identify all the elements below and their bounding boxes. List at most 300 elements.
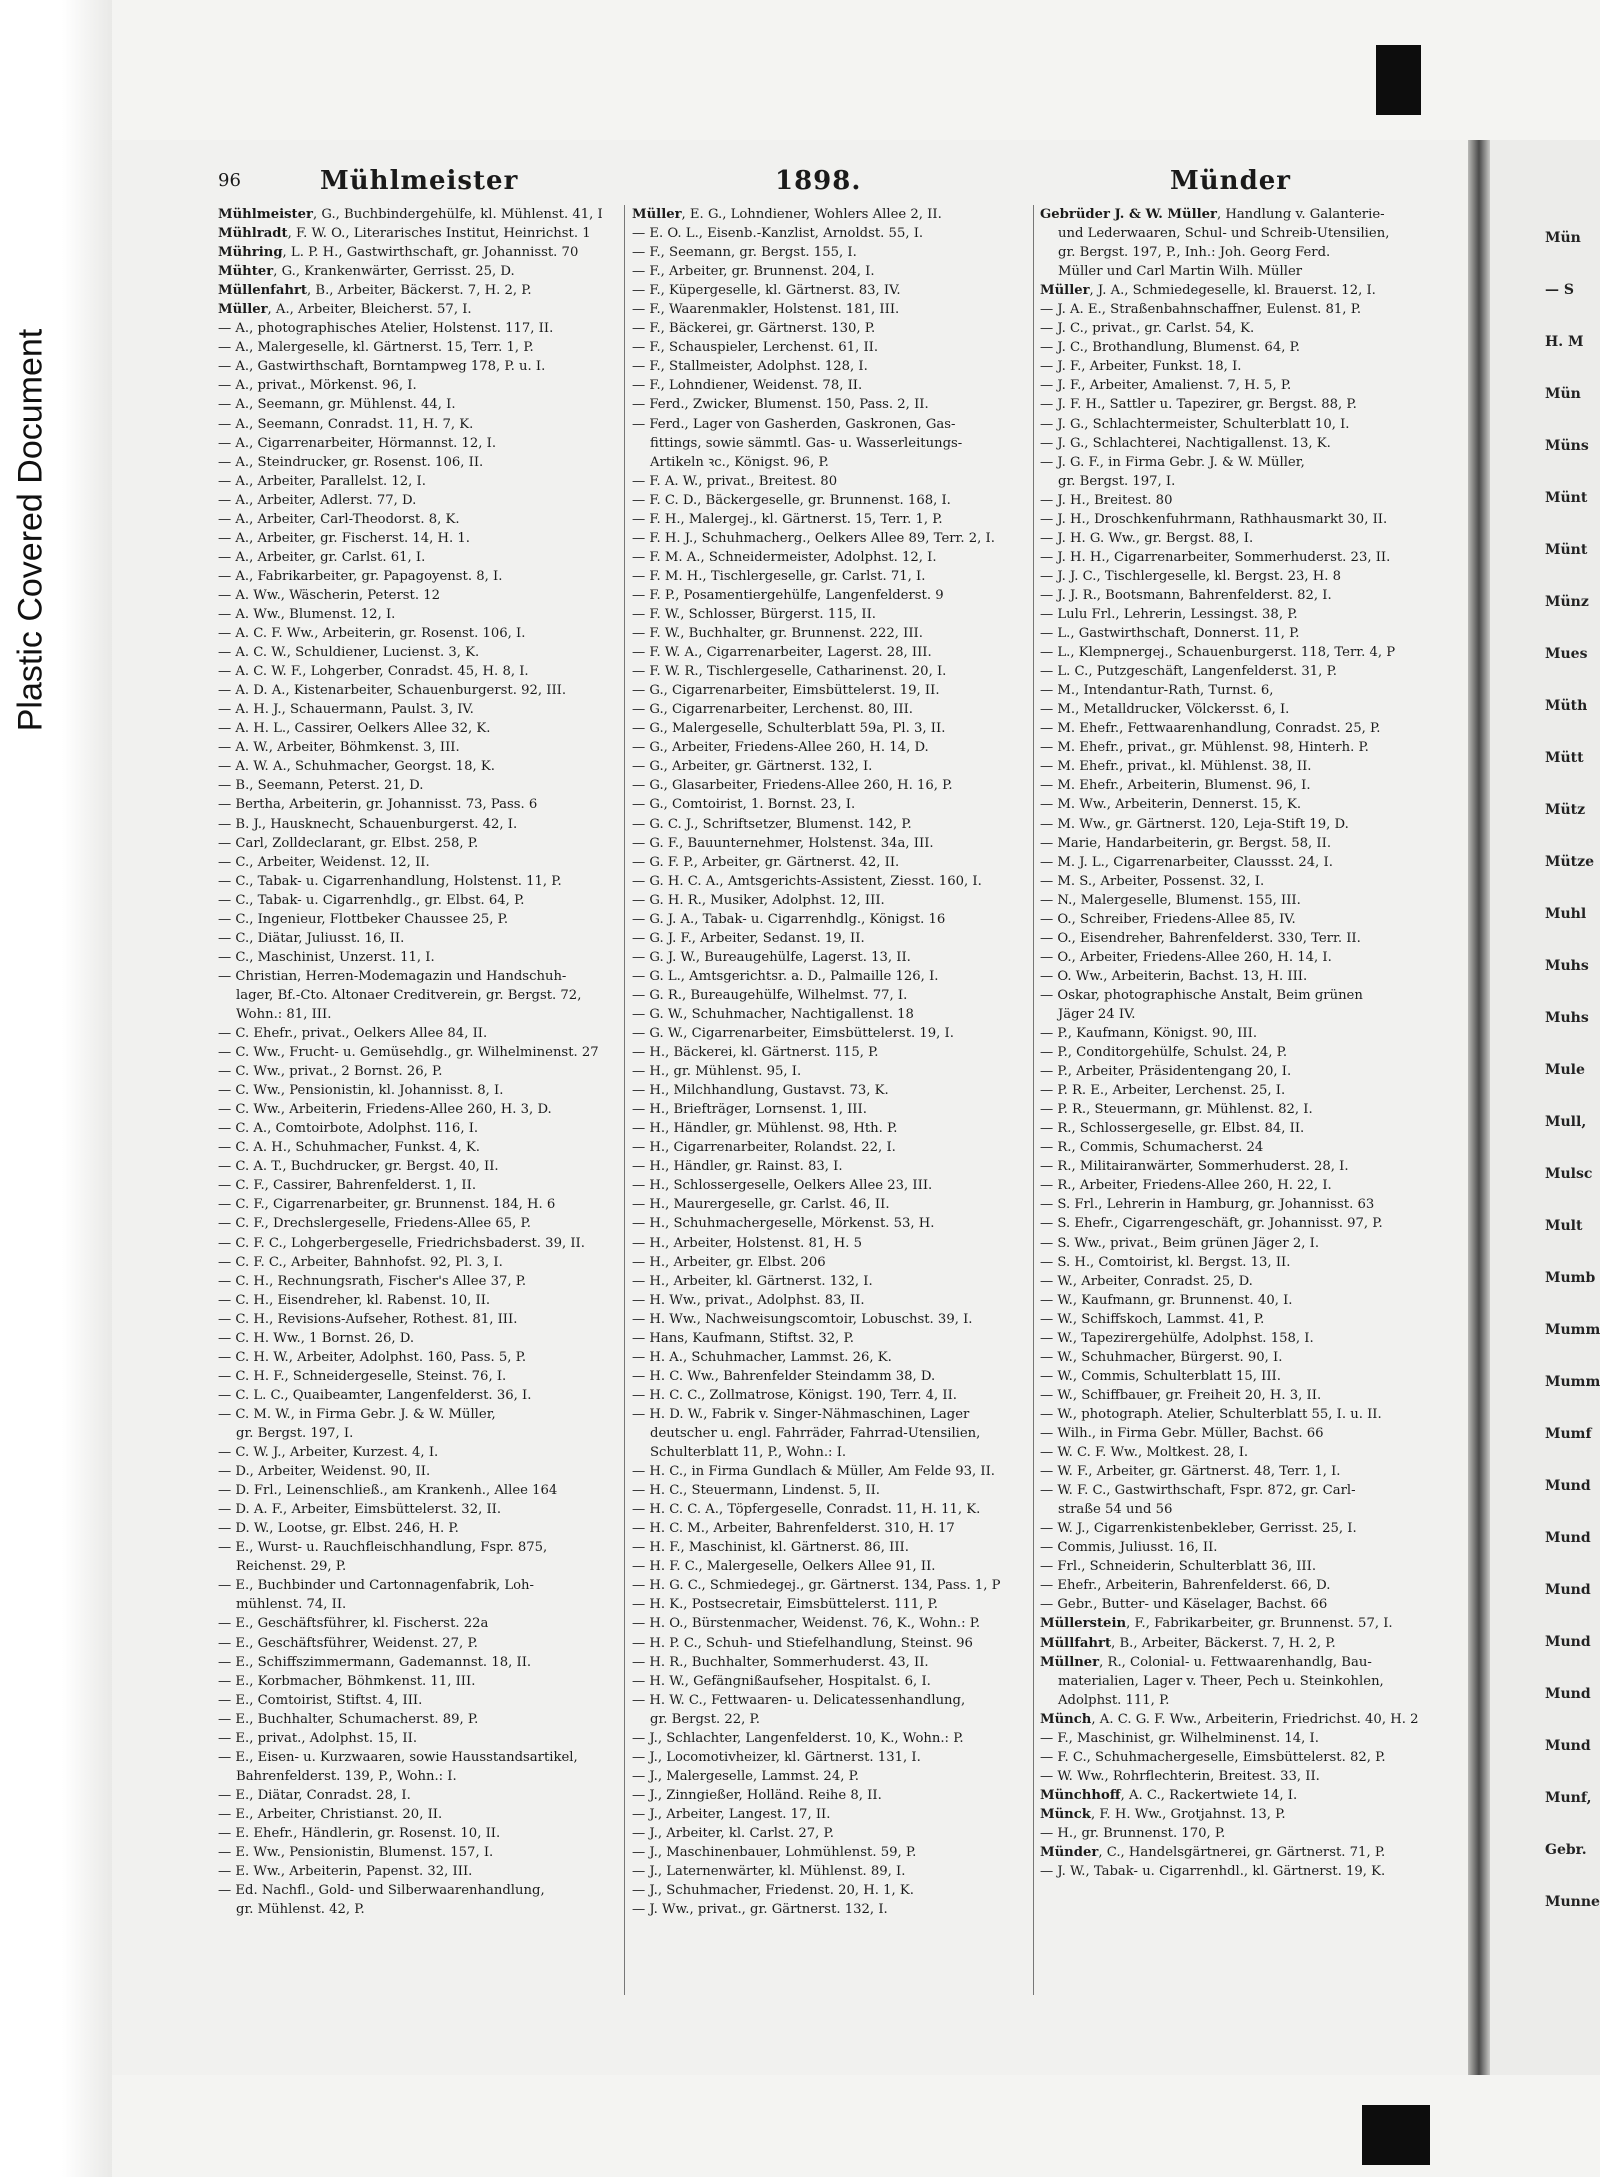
directory-entry: — A. H. J., Schauermann, Paulst. 3, IV. <box>218 702 474 718</box>
directory-entry: — A., Fabrikarbeiter, gr. Papagoyenst. 8, I. <box>218 568 503 584</box>
directory-entry: — H. C. C. A., Töpfergeselle, Conradst. 11, H. 11, K. <box>632 1502 981 1518</box>
next-page-fragment: Mütz <box>1545 802 1586 818</box>
directory-entry: — S. Ww., privat., Beim grünen Jäger 2, I. <box>1040 1235 1320 1251</box>
page-number: 96 <box>218 170 241 191</box>
directory-entry: — Ferd., Lager von Gasherden, Gaskronen, Gas- <box>632 416 956 432</box>
next-page-fragment: Mumb <box>1545 1270 1596 1286</box>
directory-entry: — D. W., Lootse, gr. Elbst. 246, H. P. <box>218 1521 459 1537</box>
directory-entry: — C. Ww., Arbeiterin, Friedens-Allee 260, H. 3, D. <box>218 1102 552 1118</box>
next-page-fragment: Müns <box>1545 438 1589 454</box>
directory-entry: Mühlradt, F. W. O., Literarisches Institut, Heinrichst. 1 <box>218 226 591 242</box>
directory-entry: — J., Laternenwärter, kl. Mühlenst. 89, I. <box>632 1864 906 1880</box>
directory-entry: — G., Arbeiter, Friedens-Allee 260, H. 14, D. <box>632 740 929 756</box>
directory-entry: — E., Arbeiter, Christianst. 20, II. <box>218 1806 443 1822</box>
entry-continuation: gr. Bergst. 197, I. <box>236 1426 354 1441</box>
directory-entry: — H., Arbeiter, kl. Gärtnerst. 132, I. <box>632 1273 873 1289</box>
next-page-fragment: Mumm <box>1545 1322 1600 1338</box>
next-page-fragment: — S <box>1545 282 1574 298</box>
directory-entry: — E., Wurst- u. Rauchfleischhandlung, Fspr. 875, <box>218 1540 548 1556</box>
directory-entry: — J. J. C., Tischlergeselle, kl. Bergst. 23, H. 8 <box>1040 568 1342 584</box>
directory-entry: — H. K., Postsecretair, Eimsbüttelerst. 111, P. <box>632 1597 938 1613</box>
directory-entry: — E., Geschäftsführer, Weidenst. 27, P. <box>218 1635 478 1651</box>
directory-entry: — C., Tabak- u. Cigarrenhdlg., gr. Elbst. 64, P. <box>218 892 525 908</box>
next-page-fragment: Müth <box>1545 698 1588 714</box>
next-page-fragment: Mult <box>1545 1218 1583 1234</box>
directory-entry: — W. F. C., Gastwirthschaft, Fspr. 872, gr. Carl- <box>1040 1483 1356 1499</box>
directory-entry: — Ferd., Zwicker, Blumenst. 150, Pass. 2, II. <box>632 397 929 413</box>
directory-entry: — W., Commis, Schulterblatt 15, III. <box>1040 1368 1281 1384</box>
directory-entry: — E., Diätar, Conradst. 28, I. <box>218 1787 411 1803</box>
directory-entry: — W. C. F. Ww., Moltkest. 28, I. <box>1040 1445 1249 1461</box>
directory-entry: — F. H., Malergej., kl. Gärtnerst. 15, Terr. 1, P. <box>632 511 943 527</box>
directory-entry: — F., Arbeiter, gr. Brunnenst. 204, I. <box>632 264 875 280</box>
directory-entry: — R., Commis, Schumacherst. 24 <box>1040 1140 1264 1156</box>
directory-entry: — G., Arbeiter, gr. Gärtnerst. 132, I. <box>632 759 873 775</box>
directory-entry: — C. H. Ww., 1 Bornst. 26, D. <box>218 1330 415 1346</box>
next-page-fragment: Mütt <box>1545 750 1584 766</box>
directory-entry: — A. D. A., Kistenarbeiter, Schauenburgerst. 92, III. <box>218 683 567 699</box>
entry-continuation: gr. Mühlenst. 42, P. <box>236 1902 365 1918</box>
directory-entry: — C. H., Eisendreher, kl. Rabenst. 10, II. <box>218 1292 491 1308</box>
directory-entry: Mühring, L. P. H., Gastwirthschaft, gr. Johannisst. 70 <box>218 245 579 261</box>
directory-entry: Müllerstein, F., Fabrikarbeiter, gr. Brunnenst. 57, I. <box>1040 1616 1393 1632</box>
directory-entry: — P. R., Steuermann, gr. Mühlenst. 82, I. <box>1040 1102 1313 1118</box>
directory-entry: — F., Küpergeselle, kl. Gärtnerst. 83, IV. <box>632 283 901 299</box>
directory-entry: — G. H. R., Musiker, Adolphst. 12, III. <box>632 892 885 908</box>
directory-entry: — C., Maschinist, Unzerst. 11, I. <box>218 949 435 965</box>
directory-entry: — H. W., Gefängnißaufseher, Hospitalst. 6, I. <box>632 1673 931 1689</box>
directory-entry: — J. C., Brothandlung, Blumenst. 64, P. <box>1040 340 1300 356</box>
directory-entry: — P., Kaufmann, Königst. 90, III. <box>1040 1026 1258 1042</box>
directory-entry: Münck, F. H. Ww., Grotjahnst. 13, P. <box>1040 1806 1286 1822</box>
directory-entry: — G. L., Amtsgerichtsr. a. D., Palmaille 126, I. <box>632 968 939 984</box>
column-rule <box>1033 205 1034 1995</box>
directory-entry: — J. H., Breitest. 80 <box>1040 492 1173 508</box>
directory-entry: — Christian, Herren-Modemagazin und Handschuh- <box>218 968 567 984</box>
directory-entry: — H., gr. Mühlenst. 95, I. <box>632 1064 802 1080</box>
directory-entry: — C., Tabak- u. Cigarrenhandlung, Holstenst. 11, P. <box>218 873 562 889</box>
directory-entry: — F. H. J., Schuhmacherg., Oelkers Allee 89, Terr. 2, I. <box>632 530 995 546</box>
directory-entry: — M. Ehefr., privat., kl. Mühlenst. 38, II. <box>1040 759 1312 775</box>
directory-entry: — E., Comtoirist, Stiftst. 4, III. <box>218 1692 423 1708</box>
directory-entry: — F. W., Schlosser, Bürgerst. 115, II. <box>632 606 876 622</box>
directory-entry: — A. C. W. F., Lohgerber, Conradst. 45, H. 8, I. <box>218 664 529 680</box>
directory-entry: — E., Korbmacher, Böhmkenst. 11, III. <box>218 1673 476 1689</box>
directory-entry: — G. H. C. A., Amtsgerichts-Assistent, Ziesst. 160, I. <box>632 873 982 889</box>
directory-entry: — G. C. J., Schriftsetzer, Blumenst. 142, P. <box>632 816 912 832</box>
directory-entry: — F., Schauspieler, Lerchenst. 61, II. <box>632 340 879 356</box>
directory-entry: — A. W. A., Schuhmacher, Georgst. 18, K. <box>218 759 495 775</box>
directory-entry: — C., Ingenieur, Flottbeker Chaussee 25, P. <box>218 911 509 927</box>
entry-continuation: Schulterblatt 11, P., Wohn.: I. <box>650 1445 847 1461</box>
directory-entry: — S. Frl., Lehrerin in Hamburg, gr. Johannisst. 63 <box>1040 1197 1375 1213</box>
directory-entry: — B. J., Hausknecht, Schauenburgerst. 42, I. <box>218 816 518 832</box>
directory-entry: — J. F., Arbeiter, Amalienst. 7, H. 5, P. <box>1040 378 1292 394</box>
directory-entry: — A. Ww., Wäscherin, Peterst. 12 <box>218 587 440 603</box>
directory-entry: — H. Ww., Nachweisungscomtoir, Lobuschst. 39, I. <box>632 1311 973 1327</box>
directory-entry: — L. C., Putzgeschäft, Langenfelderst. 31, P. <box>1040 664 1337 680</box>
directory-entry: — G. W., Schuhmacher, Nachtigallenst. 18 <box>632 1006 914 1022</box>
directory-entry: — S. Ehefr., Cigarrengeschäft, gr. Johannisst. 97, P. <box>1040 1216 1383 1232</box>
directory-entry: — W., Arbeiter, Conradst. 25, D. <box>1040 1273 1253 1289</box>
directory-entry: — D. Frl., Leinenschließ., am Krankenh., Allee 164 <box>218 1483 558 1499</box>
directory-entry: — A. C. F. Ww., Arbeiterin, gr. Rosenst. 106, I. <box>218 626 526 642</box>
directory-entry: Müllner, R., Colonial- u. Fettwaarenhandlg, Bau- <box>1040 1654 1372 1670</box>
directory-entry: — J. J. R., Bootsmann, Bahrenfelderst. 82, I. <box>1040 587 1332 603</box>
directory-entry: — L., Gastwirthschaft, Donnerst. 11, P. <box>1040 626 1300 642</box>
directory-entry: Mühlmeister, G., Buchbindergehülfe, kl. Mühlenst. 41, I <box>218 207 603 222</box>
directory-entry: — H. P. C., Schuh- und Stiefelhandlung, Steinst. 96 <box>632 1635 973 1651</box>
next-page-fragment: Mün <box>1545 230 1581 246</box>
directory-entry: — A., Seemann, gr. Mühlenst. 44, I. <box>218 397 456 413</box>
directory-entry: — Ed. Nachfl., Gold- und Silberwaarenhandlung, <box>218 1883 545 1899</box>
directory-entry: — S. H., Comtoirist, kl. Bergst. 13, II. <box>1040 1254 1291 1270</box>
directory-entry: — E., Geschäftsführer, kl. Fischerst. 22a <box>218 1616 489 1632</box>
directory-entry: — J. F., Arbeiter, Funkst. 18, I. <box>1040 359 1242 375</box>
directory-entry: — C. Ww., privat., 2 Bornst. 26, P. <box>218 1064 443 1080</box>
directory-entry: — Bertha, Arbeiterin, gr. Johannisst. 73, Pass. 6 <box>218 797 538 813</box>
directory-entry: — G., Cigarrenarbeiter, Eimsbüttelerst. 19, II. <box>632 683 940 699</box>
directory-entry: — R., Schlossergeselle, gr. Elbst. 84, II. <box>1040 1121 1305 1137</box>
directory-entry: — M. Ww., gr. Gärtnerst. 120, Leja-Stift 19, D. <box>1040 816 1349 832</box>
directory-entry: — O., Eisendreher, Bahrenfelderst. 330, Terr. II. <box>1040 930 1361 946</box>
directory-entry: — G. W., Cigarrenarbeiter, Eimsbüttelerst. 19, I. <box>632 1026 954 1042</box>
directory-entry: — W., Tapezirergehülfe, Adolphst. 158, I. <box>1040 1330 1314 1346</box>
directory-entry: — A., Arbeiter, gr. Fischerst. 14, H. 1. <box>218 530 470 546</box>
left-running-head: Mühlmeister <box>320 166 519 196</box>
directory-entry: — J., Schuhmacher, Friedenst. 20, H. 1, K. <box>632 1883 914 1899</box>
directory-entry: — F. C., Schuhmachergeselle, Eimsbüttelerst. 82, P. <box>1040 1749 1386 1765</box>
directory-entry: — A., privat., Mörkenst. 96, I. <box>218 378 417 394</box>
directory-entry: Münchhoff, A. C., Rackertwiete 14, I. <box>1040 1787 1298 1803</box>
scan-clip-bottom <box>1362 2105 1430 2165</box>
entry-continuation: Müller und Carl Martin Wilh. Müller <box>1058 264 1303 280</box>
directory-entry: — J., Arbeiter, Langest. 17, II. <box>632 1806 831 1822</box>
next-page-fragment: Münt <box>1545 542 1588 558</box>
directory-entry: — F. M. H., Tischlergeselle, gr. Carlst. 71, I. <box>632 568 926 584</box>
scan-gutter <box>62 0 112 2177</box>
directory-entry: — C. F., Drechslergeselle, Friedens-Allee 65, P. <box>218 1216 531 1232</box>
directory-entry: Gebrüder J. & W. Müller, Handlung v. Galanterie- <box>1040 207 1385 222</box>
directory-entry: — G. J. W., Bureaugehülfe, Lagerst. 13, II. <box>632 949 911 965</box>
next-page-fragment: Muhs <box>1545 958 1589 974</box>
directory-entry: — M., Metalldrucker, Völckersst. 6, I. <box>1040 702 1290 718</box>
directory-entry: — E., privat., Adolphst. 15, II. <box>218 1730 418 1746</box>
directory-entry: — C. F. C., Arbeiter, Bahnhofst. 92, Pl. 3, I. <box>218 1254 503 1270</box>
directory-entry: — J., Maschinenbauer, Lohmühlenst. 59, P. <box>632 1845 917 1861</box>
directory-entry: — C. F. C., Lohgerbergeselle, Friedrichsbaderst. 39, II. <box>218 1235 585 1251</box>
directory-entry: — F. W. R., Tischlergeselle, Catharinenst. 20, I. <box>632 664 947 680</box>
directory-entry: — P. R. E., Arbeiter, Lerchenst. 25, I. <box>1040 1083 1286 1099</box>
directory-entry: — M., Intendantur-Rath, Turnst. 6, <box>1040 683 1274 699</box>
directory-entry: — H., Händler, gr. Rainst. 83, I. <box>632 1159 843 1175</box>
entry-continuation: Adolphst. 111, P. <box>1058 1692 1170 1708</box>
plastic-covered-label: Plastic Covered Document <box>11 328 50 732</box>
next-page-fragment: Mund <box>1545 1738 1591 1754</box>
directory-entry: — C. M. W., in Firma Gebr. J. & W. Müller, <box>218 1406 496 1422</box>
directory-entry: — M. J. L., Cigarrenarbeiter, Claussst. 24, I. <box>1040 854 1333 870</box>
entry-continuation: Wohn.: 81, III. <box>236 1006 332 1022</box>
next-page-fragment: Mulsc <box>1545 1166 1593 1182</box>
directory-entry: — J., Arbeiter, kl. Carlst. 27, P. <box>632 1825 834 1841</box>
directory-column-1 <box>218 205 618 1919</box>
directory-entry: — M. Ww., Arbeiterin, Dennerst. 15, K. <box>1040 797 1302 813</box>
directory-entry: — H., Maurergeselle, gr. Carlst. 46, II. <box>632 1197 890 1213</box>
side-label-strip <box>0 0 62 2177</box>
directory-entry: — F., Bäckerei, gr. Gärtnerst. 130, P. <box>632 321 876 337</box>
directory-entry: — L., Klempnergej., Schauenburgerst. 118, Terr. 4, P <box>1040 645 1396 661</box>
directory-entry: — W., Schiffskoch, Lammst. 41, P. <box>1040 1311 1265 1327</box>
directory-entry: — C., Diätar, Juliusst. 16, II. <box>218 930 405 946</box>
entry-continuation: gr. Bergst. 197, I. <box>1058 473 1176 489</box>
entry-continuation: mühlenst. 74, II. <box>236 1597 347 1613</box>
directory-entry: — E., Schiffszimmermann, Gademannst. 18, II. <box>218 1654 532 1670</box>
directory-entry: — J. Ww., privat., gr. Gärtnerst. 132, I. <box>632 1902 888 1918</box>
directory-entry: — F. W., Buchhalter, gr. Brunnenst. 222, III. <box>632 626 923 642</box>
directory-entry: — C. W. J., Arbeiter, Kurzest. 4, I. <box>218 1445 439 1461</box>
directory-entry: — J. G. F., in Firma Gebr. J. & W. Müller, <box>1040 454 1305 470</box>
year-heading: 1898. <box>775 166 862 196</box>
directory-entry: — H. C. C., Zollmatrose, Königst. 190, Terr. 4, II. <box>632 1387 957 1403</box>
next-page-fragment: Munf, <box>1545 1790 1592 1806</box>
directory-entry: — H. C., in Firma Gundlach & Müller, Am Felde 93, II. <box>632 1464 995 1480</box>
directory-entry: — C., Arbeiter, Weidenst. 12, II. <box>218 854 430 870</box>
directory-entry: — B., Seemann, Peterst. 21, D. <box>218 778 424 794</box>
directory-entry: — H. W. C., Fettwaaren- u. Delicatessenhandlung, <box>632 1692 966 1708</box>
directory-entry: — H. R., Buchhalter, Sommerhuderst. 43, II. <box>632 1654 929 1670</box>
next-page-fragment: Gebr. <box>1545 1842 1587 1858</box>
directory-entry: — F., Waarenmakler, Holstenst. 181, III. <box>632 302 900 318</box>
directory-entry: — F. P., Posamentiergehülfe, Langenfelderst. 9 <box>632 587 944 603</box>
directory-entry: — C. F., Cassirer, Bahrenfelderst. 1, II. <box>218 1178 477 1194</box>
directory-entry: — H., Arbeiter, gr. Elbst. 206 <box>632 1254 826 1270</box>
directory-entry: — J., Schlachter, Langenfelderst. 10, K., Wohn.: P. <box>632 1730 964 1746</box>
directory-entry: — A., photographisches Atelier, Holstenst. 117, II. <box>218 321 554 337</box>
directory-entry: — A. Ww., Blumenst. 12, I. <box>218 606 396 622</box>
directory-entry: — H. F., Maschinist, kl. Gärtnerst. 86, III. <box>632 1540 909 1556</box>
directory-entry: — O., Schreiber, Friedens-Allee 85, IV. <box>1040 911 1296 927</box>
directory-entry: — F., Stallmeister, Adolphst. 128, I. <box>632 359 868 375</box>
directory-entry: — H. D. W., Fabrik v. Singer-Nähmaschinen, Lager <box>632 1406 970 1422</box>
directory-entry: Müllfahrt, B., Arbeiter, Bäckerst. 7, H. 2, P. <box>1040 1635 1336 1651</box>
next-page-fragment: Mütze <box>1545 854 1594 870</box>
directory-entry: — J., Malergeselle, Lammst. 24, P. <box>632 1768 859 1784</box>
entry-continuation: Artikeln ꝛc., Königst. 96, P. <box>650 454 829 470</box>
directory-entry: — A., Seemann, Conradst. 11, H. 7, K. <box>218 416 474 432</box>
directory-entry: — J. C., privat., gr. Carlst. 54, K. <box>1040 321 1255 337</box>
directory-entry: Müller, J. A., Schmiedegeselle, kl. Brauerst. 12, I. <box>1040 283 1376 299</box>
next-page-fragment: Mün <box>1545 386 1581 402</box>
directory-entry: — Lulu Frl., Lehrerin, Lessingst. 38, P. <box>1040 606 1298 622</box>
directory-entry: — C. Ww., Pensionistin, kl. Johannisst. 8, I. <box>218 1083 504 1099</box>
book-spine <box>1468 140 1490 2075</box>
scan-clip-top <box>1376 45 1421 115</box>
directory-entry: — A., Arbeiter, Parallelst. 12, I. <box>218 473 426 489</box>
directory-entry: — Carl, Zolldeclarant, gr. Elbst. 258, P. <box>218 835 479 851</box>
directory-entry: — D. A. F., Arbeiter, Eimsbüttelerst. 32, II. <box>218 1502 502 1518</box>
directory-entry: Mühter, G., Krankenwärter, Gerrisst. 25, D. <box>218 264 515 280</box>
directory-entry: — H., gr. Brunnenst. 170, P. <box>1040 1825 1226 1841</box>
directory-entry: — J., Zinngießer, Holländ. Reihe 8, II. <box>632 1787 882 1803</box>
directory-entry: — W., Kaufmann, gr. Brunnenst. 40, I. <box>1040 1292 1293 1308</box>
directory-entry: — F. W. A., Cigarrenarbeiter, Lagerst. 28, III. <box>632 645 932 661</box>
directory-entry: — E., Buchhalter, Schumacherst. 89, P. <box>218 1711 479 1727</box>
directory-entry: — C. A., Comtoirbote, Adolphst. 116, I. <box>218 1121 479 1137</box>
directory-entry: — W., photograph. Atelier, Schulterblatt 55, I. u. II. <box>1040 1406 1382 1422</box>
entry-continuation: Reichenst. 29, P. <box>236 1559 347 1575</box>
directory-entry: — R., Militairanwärter, Sommerhuderst. 28, I. <box>1040 1159 1349 1175</box>
entry-continuation: gr. Bergst. 22, P. <box>650 1711 760 1727</box>
directory-entry: — H. C. M., Arbeiter, Bahrenfelderst. 310, H. 17 <box>632 1521 955 1537</box>
directory-entry: — E., Eisen- u. Kurzwaaren, sowie Hausstandsartikel, <box>218 1749 578 1765</box>
next-page-fragment: H. M <box>1545 334 1584 350</box>
directory-entry: — C. H., Revisions-Aufseher, Rothest. 81, III. <box>218 1311 518 1327</box>
directory-entry: — M. Ehefr., privat., gr. Mühlenst. 98, Hinterh. P. <box>1040 740 1369 756</box>
directory-entry: — E. Ww., Arbeiterin, Papenst. 32, III. <box>218 1864 473 1880</box>
directory-entry: — H., Cigarrenarbeiter, Rolandst. 22, I. <box>632 1140 896 1156</box>
directory-entry: — J. W., Tabak- u. Cigarrenhdl., kl. Gärtnerst. 19, K. <box>1040 1864 1386 1880</box>
next-page-fragment: Mund <box>1545 1530 1591 1546</box>
directory-entry: — J. H., Droschkenfuhrmann, Rathhausmarkt 30, II. <box>1040 511 1388 527</box>
directory-entry: — Oskar, photographische Anstalt, Beim grünen <box>1040 987 1363 1003</box>
directory-entry: — E. Ehefr., Händlerin, gr. Rosenst. 10, II. <box>218 1825 501 1841</box>
directory-entry: — Hans, Kaufmann, Stiftst. 32, P. <box>632 1330 854 1346</box>
next-page-fragment: Mund <box>1545 1634 1591 1650</box>
directory-entry: — A., Steindrucker, gr. Rosenst. 106, II. <box>218 454 484 470</box>
next-page-fragment: Mumf <box>1545 1426 1592 1442</box>
directory-entry: — J. A. E., Straßenbahnschaffner, Eulenst. 81, P. <box>1040 302 1362 318</box>
directory-entry: — F. A. W., privat., Breitest. 80 <box>632 473 838 489</box>
directory-entry: — G., Glasarbeiter, Friedens-Allee 260, H. 16, P. <box>632 778 953 794</box>
entry-continuation: gr. Bergst. 197, P., Inh.: Joh. Georg Ferd. <box>1058 245 1331 261</box>
directory-column-3 <box>1040 205 1460 1881</box>
directory-entry: — J. H. G. Ww., gr. Bergst. 88, I. <box>1040 530 1254 546</box>
directory-entry: — F., Seemann, gr. Bergst. 155, I. <box>632 245 857 261</box>
directory-entry: — F. C. D., Bäckergeselle, gr. Brunnenst. 168, I. <box>632 492 951 508</box>
next-page-fragment: Mull, <box>1545 1114 1587 1130</box>
directory-entry: — H., Händler, gr. Mühlenst. 98, Hth. P. <box>632 1121 898 1137</box>
directory-entry: — F., Maschinist, gr. Wilhelminenst. 14, I. <box>1040 1730 1319 1746</box>
directory-entry: — C. L. C., Quaibeamter, Langenfelderst. 36, I. <box>218 1387 532 1403</box>
next-page-fragment: Mund <box>1545 1582 1591 1598</box>
directory-entry: — F. M. A., Schneidermeister, Adolphst. 12, I. <box>632 549 937 565</box>
directory-entry: Müller, E. G., Lohndiener, Wohlers Allee 2, II. <box>632 207 942 222</box>
entry-continuation: fittings, sowie sämmtl. Gas- u. Wasserleitungs- <box>650 435 963 451</box>
directory-entry: — N., Malergeselle, Blumenst. 155, III. <box>1040 892 1301 908</box>
directory-entry: — J. H. H., Cigarrenarbeiter, Sommerhuderst. 23, II. <box>1040 549 1391 565</box>
directory-entry: Müller, A., Arbeiter, Bleicherst. 57, I. <box>218 302 472 318</box>
next-page-fragment: Mund <box>1545 1686 1591 1702</box>
directory-entry: — A., Cigarrenarbeiter, Hörmannst. 12, I. <box>218 435 497 451</box>
directory-entry: — W., Schuhmacher, Bürgerst. 90, I. <box>1040 1349 1283 1365</box>
directory-entry: — J. F. H., Sattler u. Tapezirer, gr. Bergst. 88, P. <box>1040 397 1357 413</box>
directory-entry: — E. Ww., Pensionistin, Blumenst. 157, I. <box>218 1845 494 1861</box>
directory-entry: Müllenfahrt, B., Arbeiter, Bäckerst. 7, H. 2, P. <box>218 283 532 299</box>
directory-entry: — A. W., Arbeiter, Böhmkenst. 3, III. <box>218 740 460 756</box>
next-page-fragment: Mues <box>1545 646 1588 662</box>
directory-entry: Münch, A. C. G. F. Ww., Arbeiterin, Friedrichst. 40, H. 2 <box>1040 1711 1419 1727</box>
directory-entry: — P., Arbeiter, Präsidentengang 20, I. <box>1040 1064 1292 1080</box>
directory-entry: — H., Briefträger, Lornsenst. 1, III. <box>632 1102 867 1118</box>
directory-entry: — W. J., Cigarrenkistenbekleber, Gerrisst. 25, I. <box>1040 1521 1357 1537</box>
directory-entry: — R., Arbeiter, Friedens-Allee 260, H. 22, I. <box>1040 1178 1332 1194</box>
next-page-fragment: Munne <box>1545 1894 1600 1910</box>
directory-entry: — Ehefr., Arbeiterin, Bahrenfelderst. 66, D. <box>1040 1578 1331 1594</box>
directory-entry: — H. G. C., Schmiedegej., gr. Gärtnerst. 134, Pass. 1, P <box>632 1578 1001 1594</box>
directory-entry: — H., Arbeiter, Holstenst. 81, H. 5 <box>632 1235 863 1251</box>
entry-continuation: lager, Bf.-Cto. Altonaer Creditverein, gr. Bergst. 72, <box>236 987 582 1003</box>
directory-entry: — H. Ww., privat., Adolphst. 83, II. <box>632 1292 865 1308</box>
directory-entry: — J., Locomotivheizer, kl. Gärtnerst. 131, I. <box>632 1749 921 1765</box>
entry-continuation: und Lederwaaren, Schul- und Schreib-Utensilien, <box>1058 226 1390 242</box>
directory-entry: — G. F. P., Arbeiter, gr. Gärtnerst. 42, II. <box>632 854 900 870</box>
entry-continuation: Bahrenfelderst. 139, P., Wohn.: I. <box>236 1768 457 1784</box>
directory-entry: — A., Malergeselle, kl. Gärtnerst. 15, Terr. 1, P. <box>218 340 534 356</box>
directory-entry: — D., Arbeiter, Weidenst. 90, II. <box>218 1464 431 1480</box>
directory-entry: — A., Gastwirthschaft, Borntampweg 178, P. u. I. <box>218 359 546 375</box>
directory-entry: — W. F., Arbeiter, gr. Gärtnerst. 48, Terr. 1, I. <box>1040 1464 1341 1480</box>
entry-continuation: Jäger 24 IV. <box>1058 1006 1136 1022</box>
directory-entry: — C. H., Rechnungsrath, Fischer's Allee 37, P. <box>218 1273 527 1289</box>
directory-entry: — G., Malergeselle, Schulterblatt 59a, Pl. 3, II. <box>632 721 946 737</box>
directory-entry: — H., Schlossergeselle, Oelkers Allee 23, III. <box>632 1178 933 1194</box>
directory-entry: — H. F. C., Malergeselle, Oelkers Allee 91, II. <box>632 1559 936 1575</box>
directory-entry: — M. Ehefr., Arbeiterin, Blumenst. 96, I. <box>1040 778 1311 794</box>
directory-entry: — Marie, Handarbeiterin, gr. Bergst. 58, II. <box>1040 835 1332 851</box>
entry-continuation: materialien, Lager v. Theer, Pech u. Steinkohlen, <box>1058 1673 1384 1689</box>
directory-entry: — Gebr., Butter- und Käselager, Bachst. 66 <box>1040 1597 1328 1613</box>
directory-entry: — E., Buchbinder und Cartonnagenfabrik, Loh- <box>218 1578 534 1594</box>
directory-entry: — H. A., Schuhmacher, Lammst. 26, K. <box>632 1349 892 1365</box>
directory-entry: — H., Schuhmachergeselle, Mörkenst. 53, H. <box>632 1216 935 1232</box>
directory-entry: — H. C., Steuermann, Lindenst. 5, II. <box>632 1483 880 1499</box>
column-rule <box>624 205 625 1995</box>
directory-entry: — C. H. F., Schneidergeselle, Steinst. 76, I. <box>218 1368 507 1384</box>
next-page-fragment: Mule <box>1545 1062 1585 1078</box>
directory-entry: — A., Arbeiter, Carl-Theodorst. 8, K. <box>218 511 460 527</box>
directory-entry: — C. Ww., Frucht- u. Gemüsehdlg., gr. Wilhelminenst. 27 <box>218 1045 599 1061</box>
directory-entry: — J. G., Schlachtermeister, Schulterblatt 10, I. <box>1040 416 1350 432</box>
directory-entry: — G. F., Bauunternehmer, Holstenst. 34a, III. <box>632 835 934 851</box>
directory-entry: — J. G., Schlachterei, Nachtigallenst. 13, K. <box>1040 435 1331 451</box>
next-page-edge <box>1490 140 1600 2075</box>
directory-entry: — O., Arbeiter, Friedens-Allee 260, H. 14, I. <box>1040 949 1332 965</box>
directory-entry: — G. J. A., Tabak- u. Cigarrenhdlg., Königst. 16 <box>632 911 946 927</box>
directory-entry: — O. Ww., Arbeiterin, Bachst. 13, H. III. <box>1040 968 1308 984</box>
directory-entry: — G. J. F., Arbeiter, Sedanst. 19, II. <box>632 930 865 946</box>
directory-entry: — G., Comtoirist, 1. Bornst. 23, I. <box>632 797 856 813</box>
directory-entry: — H., Milchhandlung, Gustavst. 73, K. <box>632 1083 889 1099</box>
directory-column-2 <box>632 205 1027 1919</box>
directory-entry: — F., Lohndiener, Weidenst. 78, II. <box>632 378 863 394</box>
next-page-fragment: Muhl <box>1545 906 1587 922</box>
directory-entry: — A., Arbeiter, gr. Carlst. 61, I. <box>218 549 426 565</box>
next-page-fragment: Münt <box>1545 490 1588 506</box>
directory-entry: — H., Bäckerei, kl. Gärtnerst. 115, P. <box>632 1045 879 1061</box>
entry-continuation: deutscher u. engl. Fahrräder, Fahrrad-Utensilien, <box>650 1426 981 1441</box>
directory-entry: — C. A. H., Schuhmacher, Funkst. 4, K. <box>218 1140 480 1156</box>
directory-entry: — E. O. L., Eisenb.-Kanzlist, Arnoldst. 55, I. <box>632 226 924 242</box>
directory-entry: — Wilh., in Firma Gebr. Müller, Bachst. 66 <box>1040 1426 1324 1441</box>
directory-entry: — W., Schiffbauer, gr. Freiheit 20, H. 3, II. <box>1040 1387 1322 1403</box>
directory-entry: — P., Conditorgehülfe, Schulst. 24, P. <box>1040 1045 1288 1061</box>
directory-entry: Münder, C., Handelsgärtnerei, gr. Gärtnerst. 71, P. <box>1040 1845 1386 1861</box>
directory-entry: — M. S., Arbeiter, Possenst. 32, I. <box>1040 873 1265 889</box>
directory-entry: — G. R., Bureaugehülfe, Wilhelmst. 77, I. <box>632 987 908 1003</box>
directory-entry: — C. H. W., Arbeiter, Adolphst. 160, Pass. 5, P. <box>218 1349 527 1365</box>
directory-entry: — Frl., Schneiderin, Schulterblatt 36, III. <box>1040 1559 1317 1575</box>
next-page-fragment: Muhs <box>1545 1010 1589 1026</box>
